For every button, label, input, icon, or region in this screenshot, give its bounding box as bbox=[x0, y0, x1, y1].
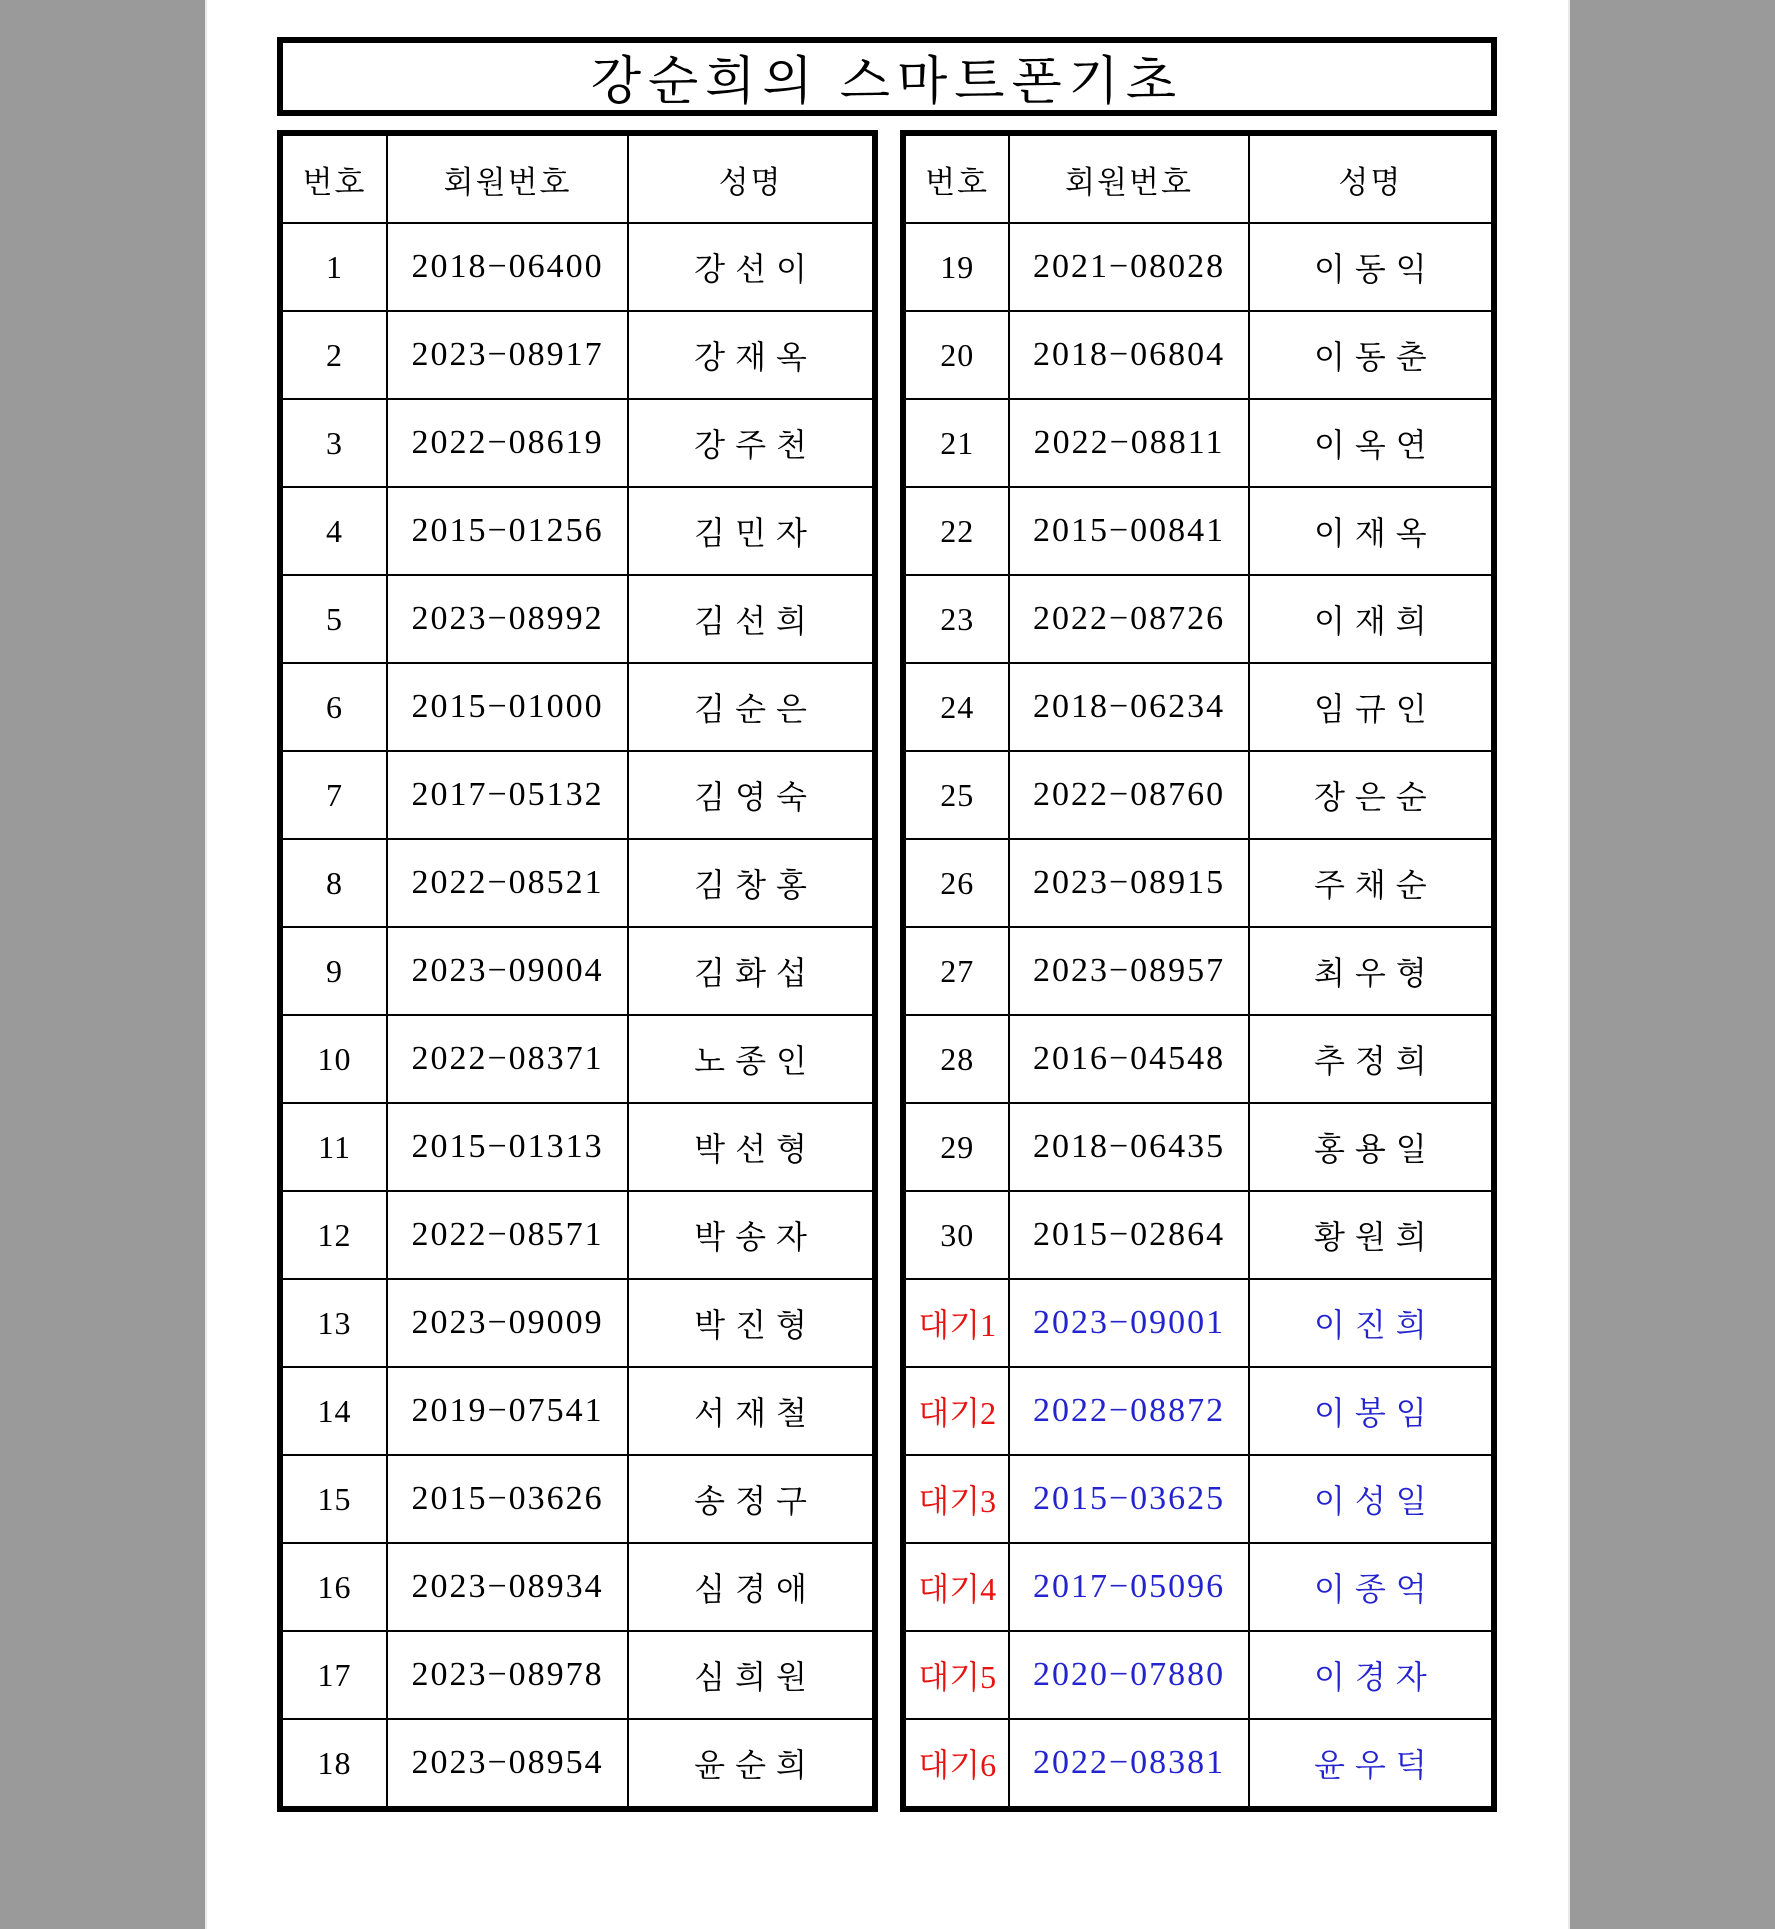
row-number-cell: 대기3 bbox=[903, 1455, 1009, 1543]
member-table-left bbox=[277, 130, 878, 1812]
member-name-cell: 최우형 bbox=[1249, 927, 1494, 1015]
table-row bbox=[280, 663, 875, 751]
member-name-cell: 서재철 bbox=[628, 1367, 875, 1455]
row-number-cell: 25 bbox=[903, 751, 1009, 839]
row-number-cell: 15 bbox=[280, 1455, 387, 1543]
member-name-cell: 김영숙 bbox=[628, 751, 875, 839]
table-row bbox=[280, 927, 875, 1015]
waiting-row bbox=[903, 1543, 1494, 1631]
member-id-cell: 2015−01256 bbox=[387, 487, 628, 575]
row-number-cell: 3 bbox=[280, 399, 387, 487]
row-number-cell: 8 bbox=[280, 839, 387, 927]
table-row bbox=[280, 223, 875, 311]
member-id-cell: 2015−00841 bbox=[1009, 487, 1248, 575]
page-title: 강순희의 스마트폰기초 bbox=[590, 54, 1184, 111]
column-header: 성명 bbox=[1249, 133, 1494, 223]
row-number-cell: 16 bbox=[280, 1543, 387, 1631]
member-name-cell: 김화섭 bbox=[628, 927, 875, 1015]
member-name-cell: 장은순 bbox=[1249, 751, 1494, 839]
member-id-cell: 2023−09001 bbox=[1009, 1279, 1248, 1367]
row-number-cell: 대기2 bbox=[903, 1367, 1009, 1455]
member-id-cell: 2022−08381 bbox=[1009, 1719, 1248, 1809]
member-id-cell: 2023−09004 bbox=[387, 927, 628, 1015]
member-name-cell: 강주천 bbox=[628, 399, 875, 487]
member-id-cell: 2015−03625 bbox=[1009, 1455, 1248, 1543]
member-name-cell: 이옥연 bbox=[1249, 399, 1494, 487]
row-number-cell: 대기1 bbox=[903, 1279, 1009, 1367]
row-number-cell: 9 bbox=[280, 927, 387, 1015]
row-number-cell: 7 bbox=[280, 751, 387, 839]
row-number-cell: 대기4 bbox=[903, 1543, 1009, 1631]
member-name-cell: 이동춘 bbox=[1249, 311, 1494, 399]
table-row bbox=[903, 399, 1494, 487]
table-row bbox=[280, 1455, 875, 1543]
row-number-cell: 20 bbox=[903, 311, 1009, 399]
left-margin-bar bbox=[0, 0, 207, 1929]
table-row bbox=[280, 1543, 875, 1631]
member-id-cell: 2022−08521 bbox=[387, 839, 628, 927]
table-row bbox=[903, 1103, 1494, 1191]
row-number-cell: 13 bbox=[280, 1279, 387, 1367]
member-id-cell: 2015−03626 bbox=[387, 1455, 628, 1543]
row-number-cell: 27 bbox=[903, 927, 1009, 1015]
row-number-cell: 12 bbox=[280, 1191, 387, 1279]
member-name-cell: 강선이 bbox=[628, 223, 875, 311]
member-id-cell: 2015−01000 bbox=[387, 663, 628, 751]
row-number-cell: 5 bbox=[280, 575, 387, 663]
table-row bbox=[280, 487, 875, 575]
table-row bbox=[280, 1015, 875, 1103]
table-row bbox=[280, 311, 875, 399]
member-name-cell: 이경자 bbox=[1249, 1631, 1494, 1719]
member-id-cell: 2017−05132 bbox=[387, 751, 628, 839]
right-margin-bar bbox=[1568, 0, 1775, 1929]
waiting-row bbox=[903, 1367, 1494, 1455]
member-id-cell: 2023−08992 bbox=[387, 575, 628, 663]
member-name-cell: 이봉임 bbox=[1249, 1367, 1494, 1455]
member-name-cell: 황원희 bbox=[1249, 1191, 1494, 1279]
table-row bbox=[903, 927, 1494, 1015]
member-id-cell: 2022−08571 bbox=[387, 1191, 628, 1279]
column-header: 회원번호 bbox=[387, 133, 628, 223]
member-name-cell: 윤우덕 bbox=[1249, 1719, 1494, 1809]
member-id-cell: 2016−04548 bbox=[1009, 1015, 1248, 1103]
member-id-cell: 2023−08917 bbox=[387, 311, 628, 399]
member-name-cell: 추정희 bbox=[1249, 1015, 1494, 1103]
member-name-cell: 박송자 bbox=[628, 1191, 875, 1279]
row-number-cell: 14 bbox=[280, 1367, 387, 1455]
member-id-cell: 2022−08811 bbox=[1009, 399, 1248, 487]
member-name-cell: 이재희 bbox=[1249, 575, 1494, 663]
row-number-cell: 26 bbox=[903, 839, 1009, 927]
member-id-cell: 2018−06234 bbox=[1009, 663, 1248, 751]
member-id-cell: 2018−06804 bbox=[1009, 311, 1248, 399]
member-id-cell: 2023−08915 bbox=[1009, 839, 1248, 927]
member-id-cell: 2021−08028 bbox=[1009, 223, 1248, 311]
column-header: 회원번호 bbox=[1009, 133, 1248, 223]
title-box bbox=[277, 37, 1497, 116]
member-name-cell: 김선희 bbox=[628, 575, 875, 663]
member-id-cell: 2022−08760 bbox=[1009, 751, 1248, 839]
member-id-cell: 2018−06435 bbox=[1009, 1103, 1248, 1191]
table-row bbox=[280, 1191, 875, 1279]
waiting-row bbox=[903, 1455, 1494, 1543]
member-name-cell: 홍용일 bbox=[1249, 1103, 1494, 1191]
waiting-row bbox=[903, 1719, 1494, 1809]
table-row bbox=[903, 751, 1494, 839]
member-id-cell: 2023−08957 bbox=[1009, 927, 1248, 1015]
member-id-cell: 2022−08726 bbox=[1009, 575, 1248, 663]
header-row bbox=[280, 133, 875, 223]
member-name-cell: 송정구 bbox=[628, 1455, 875, 1543]
member-id-cell: 2023−09009 bbox=[387, 1279, 628, 1367]
table-row bbox=[280, 399, 875, 487]
member-name-cell: 박선형 bbox=[628, 1103, 875, 1191]
table-row bbox=[903, 1191, 1494, 1279]
member-name-cell: 심희원 bbox=[628, 1631, 875, 1719]
member-name-cell: 이종억 bbox=[1249, 1543, 1494, 1631]
column-header: 성명 bbox=[628, 133, 875, 223]
member-name-cell: 노종인 bbox=[628, 1015, 875, 1103]
row-number-cell: 10 bbox=[280, 1015, 387, 1103]
member-name-cell: 강재옥 bbox=[628, 311, 875, 399]
member-name-cell: 주채순 bbox=[1249, 839, 1494, 927]
table-row bbox=[280, 1279, 875, 1367]
row-number-cell: 4 bbox=[280, 487, 387, 575]
member-name-cell: 김민자 bbox=[628, 487, 875, 575]
member-name-cell: 이성일 bbox=[1249, 1455, 1494, 1543]
member-table-right bbox=[900, 130, 1497, 1812]
waiting-row bbox=[903, 1279, 1494, 1367]
row-number-cell: 28 bbox=[903, 1015, 1009, 1103]
row-number-cell: 17 bbox=[280, 1631, 387, 1719]
row-number-cell: 21 bbox=[903, 399, 1009, 487]
row-number-cell: 22 bbox=[903, 487, 1009, 575]
member-id-cell: 2019−07541 bbox=[387, 1367, 628, 1455]
row-number-cell: 2 bbox=[280, 311, 387, 399]
member-name-cell: 윤순희 bbox=[628, 1719, 875, 1809]
member-tables bbox=[277, 130, 1497, 1812]
table-row bbox=[903, 223, 1494, 311]
row-number-cell: 6 bbox=[280, 663, 387, 751]
column-header: 번호 bbox=[903, 133, 1009, 223]
table-row bbox=[903, 487, 1494, 575]
member-id-cell: 2022−08872 bbox=[1009, 1367, 1248, 1455]
column-header: 번호 bbox=[280, 133, 387, 223]
member-id-cell: 2023−08934 bbox=[387, 1543, 628, 1631]
member-name-cell: 이재옥 bbox=[1249, 487, 1494, 575]
table-row bbox=[903, 1015, 1494, 1103]
row-number-cell: 30 bbox=[903, 1191, 1009, 1279]
member-id-cell: 2023−08954 bbox=[387, 1719, 628, 1809]
table-row bbox=[280, 1719, 875, 1809]
member-id-cell: 2018−06400 bbox=[387, 223, 628, 311]
row-number-cell: 1 bbox=[280, 223, 387, 311]
member-name-cell: 이동익 bbox=[1249, 223, 1494, 311]
row-number-cell: 11 bbox=[280, 1103, 387, 1191]
row-number-cell: 18 bbox=[280, 1719, 387, 1809]
member-id-cell: 2015−02864 bbox=[1009, 1191, 1248, 1279]
row-number-cell: 23 bbox=[903, 575, 1009, 663]
row-number-cell: 29 bbox=[903, 1103, 1009, 1191]
member-name-cell: 박진형 bbox=[628, 1279, 875, 1367]
table-row bbox=[903, 663, 1494, 751]
table-row bbox=[903, 575, 1494, 663]
table-row bbox=[903, 839, 1494, 927]
member-id-cell: 2015−01313 bbox=[387, 1103, 628, 1191]
table-row bbox=[280, 1103, 875, 1191]
table-row bbox=[280, 751, 875, 839]
row-number-cell: 대기6 bbox=[903, 1719, 1009, 1809]
row-number-cell: 24 bbox=[903, 663, 1009, 751]
table-row bbox=[903, 311, 1494, 399]
table-row bbox=[280, 1631, 875, 1719]
member-name-cell: 김창홍 bbox=[628, 839, 875, 927]
row-number-cell: 대기5 bbox=[903, 1631, 1009, 1719]
member-id-cell: 2022−08619 bbox=[387, 399, 628, 487]
member-id-cell: 2020−07880 bbox=[1009, 1631, 1248, 1719]
row-number-cell: 19 bbox=[903, 223, 1009, 311]
member-name-cell: 임규인 bbox=[1249, 663, 1494, 751]
member-name-cell: 이진희 bbox=[1249, 1279, 1494, 1367]
member-name-cell: 김순은 bbox=[628, 663, 875, 751]
table-row bbox=[280, 1367, 875, 1455]
waiting-row bbox=[903, 1631, 1494, 1719]
header-row bbox=[903, 133, 1494, 223]
member-id-cell: 2022−08371 bbox=[387, 1015, 628, 1103]
table-row bbox=[280, 575, 875, 663]
member-id-cell: 2017−05096 bbox=[1009, 1543, 1248, 1631]
member-name-cell: 심경애 bbox=[628, 1543, 875, 1631]
member-id-cell: 2023−08978 bbox=[387, 1631, 628, 1719]
table-row bbox=[280, 839, 875, 927]
